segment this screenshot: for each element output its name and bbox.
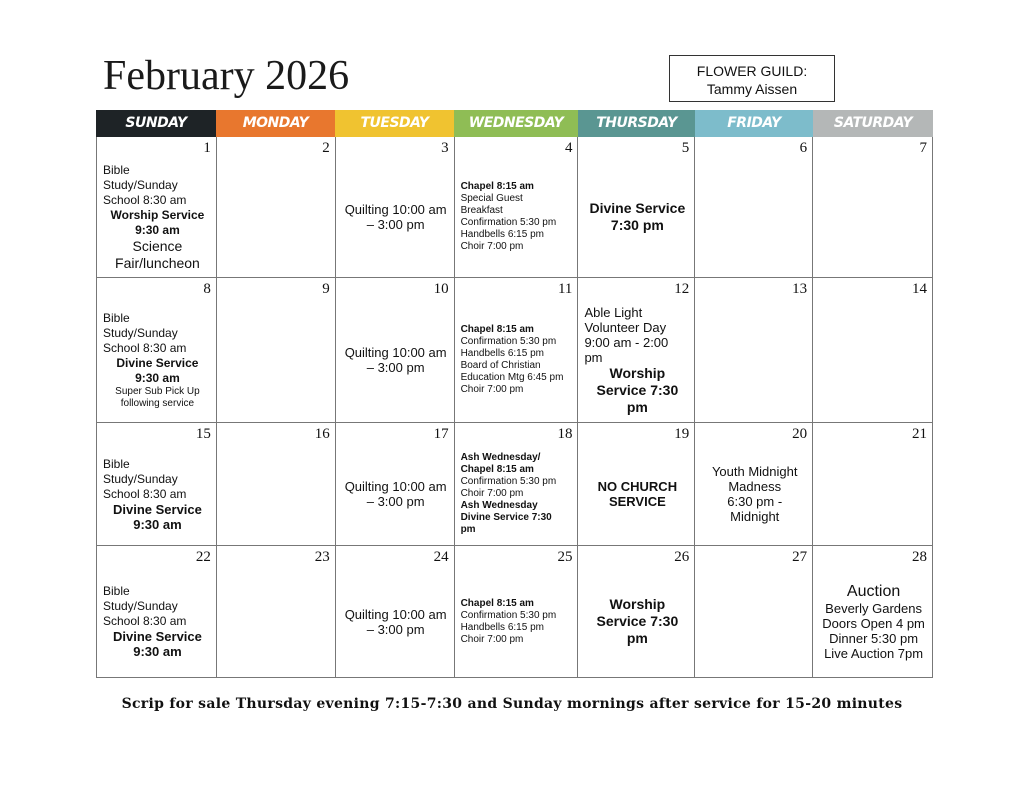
event-line: Ash Wednesday [460, 500, 538, 511]
event-line: – 3:00 pm [366, 621, 425, 637]
day-number: 19 [674, 426, 690, 442]
week-row [96, 278, 933, 423]
day-events [461, 568, 574, 675]
day-events [701, 445, 808, 543]
event-line: Handbells 6:15 pm [460, 621, 544, 633]
event-line: Able Light [584, 304, 643, 320]
event-line: Study/Sunday [103, 325, 178, 340]
event-line: Confirmation 5:30 pm [460, 217, 557, 228]
event-line: Divine Service [116, 355, 199, 370]
event-line: pm [626, 398, 648, 415]
event-line: Fair/luncheon [115, 254, 200, 271]
event-line: SERVICE [608, 494, 666, 509]
day-cell [578, 546, 695, 678]
event-line: Study/Sunday [103, 599, 178, 613]
event-line: Dinner 5:30 pm [829, 631, 919, 646]
day-number: 9 [322, 281, 330, 297]
day-cell [455, 137, 579, 278]
event-line: 9:00 am - 2:00 [584, 334, 669, 350]
day-cell [97, 278, 217, 423]
event-line: – 3:00 pm [366, 494, 425, 509]
weekday-header-wednesday: WEDNESDAY [454, 110, 578, 137]
event-line: NO CHURCH [597, 479, 678, 494]
day-cell [336, 278, 455, 423]
event-line: Divine Service 7:30 [460, 512, 552, 523]
day-events [461, 445, 574, 543]
day-number: 8 [203, 281, 211, 297]
event-line: School 8:30 am [103, 486, 187, 501]
day-cell [217, 423, 336, 546]
day-cell [336, 546, 455, 678]
calendar-grid [96, 110, 933, 678]
day-events [584, 568, 690, 675]
day-cell [695, 137, 813, 278]
day-events [584, 159, 690, 275]
event-line: Beverly Gardens [825, 601, 922, 616]
event-line: Divine Service [112, 501, 202, 517]
flower-guild-name: Tammy Aissen [706, 81, 798, 97]
day-cell [336, 423, 455, 546]
calendar-title: February 2026 [103, 53, 350, 99]
event-line: Ash Wednesday/ [460, 452, 541, 463]
event-line: Study/Sunday [103, 471, 178, 486]
event-line: Quilting 10:00 am [344, 606, 447, 622]
event-line: 7:30 pm [610, 217, 664, 233]
day-number: 7 [919, 140, 928, 156]
day-number: 15 [195, 426, 211, 442]
day-number: 22 [195, 549, 211, 565]
flower-guild-box [669, 55, 835, 102]
day-number: 25 [557, 549, 573, 565]
event-line: following service [120, 397, 195, 409]
event-line: Worship [609, 596, 666, 612]
weekday-header-friday: FRIDAY [695, 110, 813, 137]
day-cell [455, 546, 579, 678]
event-line: Choir 7:00 pm [460, 384, 524, 395]
day-number: 5 [681, 140, 690, 156]
event-line: Study/Sunday [103, 177, 178, 192]
event-line: Bible [103, 162, 130, 177]
day-number: 17 [433, 426, 449, 442]
day-number: 20 [792, 426, 808, 442]
event-line: Volunteer Day [584, 319, 667, 335]
event-line: pm [460, 524, 476, 535]
event-line: Youth Midnight [711, 464, 798, 479]
event-line: Chapel 8:15 am [460, 324, 534, 335]
week-row [96, 546, 933, 678]
day-number: 28 [912, 549, 928, 565]
day-number: 24 [433, 549, 449, 565]
event-line: Confirmation 5:30 pm [460, 609, 557, 621]
weekday-header-tuesday: TUESDAY [335, 110, 454, 137]
event-line: 6:30 pm - [727, 494, 783, 509]
day-number: 14 [912, 281, 928, 297]
day-events [461, 300, 574, 420]
event-line: Confirmation 5:30 pm [460, 336, 557, 347]
day-events [103, 159, 212, 275]
week-row [96, 423, 933, 546]
day-cell [695, 546, 813, 678]
event-line: Divine Service [589, 200, 686, 216]
day-cell [97, 423, 217, 546]
day-cell [217, 278, 336, 423]
day-cell [695, 423, 813, 546]
event-line: 9:30 am [135, 370, 180, 385]
day-cell [217, 546, 336, 678]
event-line: Board of Christian [460, 360, 541, 371]
day-number: 1 [203, 140, 211, 156]
event-line: Confirmation 5:30 pm [460, 476, 557, 487]
event-line: School 8:30 am [103, 192, 187, 207]
event-line: Choir 7:00 pm [460, 241, 524, 252]
weekday-header-saturday: SATURDAY [813, 110, 933, 137]
day-number: 3 [441, 140, 449, 156]
event-line: Education Mtg 6:45 pm [460, 372, 564, 383]
event-line: pm [584, 349, 603, 365]
day-number: 4 [564, 140, 573, 156]
event-line: Service 7:30 [596, 381, 679, 398]
event-line: Midnight [730, 509, 780, 524]
day-cell [455, 278, 579, 423]
event-line: Bible [103, 584, 130, 598]
event-line: Chapel 8:15 am [460, 464, 534, 475]
calendar-weeks [96, 137, 933, 678]
event-line: Worship Service [110, 207, 205, 222]
footer-note: Scrip for sale Thursday evening 7:15-7:30 and Sunday mornings after service for 15-20 minutes [121, 696, 903, 712]
day-cell [97, 546, 217, 678]
event-line: Live Auction 7pm [824, 646, 924, 661]
event-line: Bible [103, 456, 130, 471]
day-number: 26 [674, 549, 690, 565]
event-line: Divine Service [112, 629, 202, 644]
event-line: pm [626, 630, 648, 646]
day-number: 12 [674, 281, 690, 297]
event-line: Bible [103, 310, 130, 325]
day-number: 2 [322, 140, 330, 156]
event-line: Super Sub Pick Up [115, 385, 200, 397]
event-line: Chapel 8:15 am [460, 597, 534, 609]
event-line: Choir 7:00 pm [460, 488, 524, 499]
event-line: Handbells 6:15 pm [460, 229, 544, 240]
day-number: 18 [557, 426, 573, 442]
day-cell [97, 137, 217, 278]
day-cell [695, 278, 813, 423]
event-line: Service 7:30 [596, 613, 679, 629]
day-number: 6 [799, 140, 808, 156]
day-cell [578, 423, 695, 546]
day-events [819, 568, 928, 675]
event-line: Choir 7:00 pm [460, 633, 524, 645]
event-line: 9:30 am [133, 516, 182, 532]
day-events [342, 300, 450, 420]
day-number: 21 [912, 426, 928, 442]
day-cell [455, 423, 579, 546]
event-line: Quilting 10:00 am [344, 345, 447, 360]
week-row [96, 137, 933, 278]
day-events [342, 445, 450, 543]
event-line: – 3:00 pm [366, 217, 425, 232]
day-number: 13 [792, 281, 808, 297]
day-events [584, 445, 690, 543]
day-number: 23 [314, 549, 330, 565]
day-cell [813, 278, 933, 423]
day-cell [336, 137, 455, 278]
event-line: Worship [609, 364, 666, 381]
event-line: Special Guest [460, 193, 523, 204]
day-number: 16 [314, 426, 330, 442]
day-number: 27 [792, 549, 808, 565]
day-events [461, 159, 574, 275]
event-line: Auction [846, 583, 901, 600]
event-line: Quilting 10:00 am [344, 479, 447, 494]
day-events [342, 568, 450, 675]
event-line: Science [132, 237, 183, 254]
event-line: Breakfast [460, 205, 503, 216]
day-cell [813, 137, 933, 278]
event-line: 9:30 am [135, 222, 180, 237]
weekday-header-monday: MONDAY [216, 110, 335, 137]
day-number: 11 [557, 281, 573, 297]
day-cell [578, 278, 695, 423]
weekday-header-sunday: SUNDAY [96, 110, 216, 137]
weekday-header-row [96, 110, 933, 137]
event-line: Handbells 6:15 pm [460, 348, 544, 359]
day-cell [217, 137, 336, 278]
weekday-header-thursday: THURSDAY [578, 110, 695, 137]
event-line: Quilting 10:00 am [344, 202, 447, 217]
event-line: School 8:30 am [103, 614, 187, 628]
flower-guild-label: FLOWER GUILD: [696, 63, 808, 79]
day-cell [813, 423, 933, 546]
day-events [103, 445, 212, 543]
day-events [342, 159, 450, 275]
event-line: Madness [728, 479, 782, 494]
day-number: 10 [433, 281, 449, 297]
day-events [103, 568, 212, 675]
day-cell [813, 546, 933, 678]
day-events [584, 300, 690, 420]
event-line: 9:30 am [133, 644, 182, 659]
day-cell [578, 137, 695, 278]
day-events [103, 300, 212, 420]
event-line: Doors Open 4 pm [822, 616, 925, 631]
event-line: Chapel 8:15 am [460, 181, 534, 192]
event-line: School 8:30 am [103, 340, 187, 355]
event-line: – 3:00 pm [366, 360, 425, 375]
